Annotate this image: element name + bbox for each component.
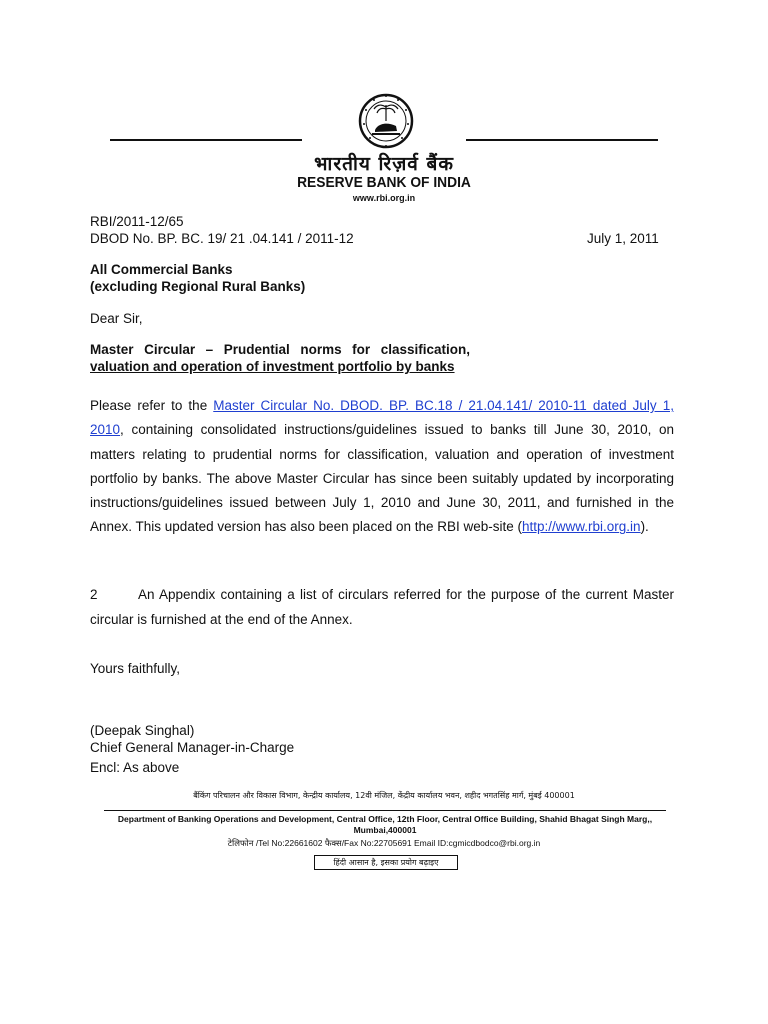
circular-number: RBI/2011-12/65 — [90, 214, 184, 229]
letterhead-left-rule — [110, 139, 302, 141]
p1-middle: , containing consolidated instructions/guidelines issued to banks till June 30, 2010, on matters relating to prudential norms for classification, valuation and operation of investment portfolio by banks. The above Master Circular has since been suitably updated by incorporating instructions/guidelines issued between July 1, 2010 and June 30, 2011, and furnished in the Annex. This updated version has also been placed on the RBI web-site ( — [90, 422, 674, 535]
p2-number: 2 — [90, 587, 98, 602]
rbi-website-link[interactable]: http://www.rbi.org.in — [522, 519, 641, 535]
signatory-name: (Deepak Singhal) — [90, 723, 195, 738]
footer-divider — [104, 810, 666, 811]
salutation: Dear Sir, — [90, 311, 143, 326]
bank-name-english: RESERVE BANK OF INDIA — [297, 174, 471, 191]
rbi-emblem — [358, 90, 414, 152]
subject-line-2: valuation and operation of investment portfolio by banks — [90, 359, 455, 374]
body-paragraph-2 — [90, 583, 674, 632]
bank-website: www.rbi.org.in — [352, 193, 416, 203]
footer-contact: टेलिफोन /Tel No:22661602 फैक्स/Fax No:22705691 Email ID:cgmicdbodco@rbi.org.in — [227, 838, 541, 848]
hindi-slogan-box: हिंदी आसान है, इसका प्रयोग बढ़ाइए — [314, 855, 458, 870]
dbod-number: DBOD No. BP. BC. 19/ 21 .04.141 / 2011-12 — [90, 231, 354, 246]
body-paragraph-1 — [90, 394, 674, 540]
p1-prefix: Please refer to the — [90, 398, 214, 413]
rbi-emblem-icon — [358, 90, 414, 152]
footer-address-english: Department of Banking Operations and Development, Central Office, 12th Floor, Central Office Building, Shahid Bhagat Singh Marg,, Mumbai,400001 — [117, 814, 653, 835]
p2-text: An Appendix containing a list of circulars referred for the purpose of the current Master circular is furnished at the end of the Annex. — [90, 587, 674, 627]
circular-date: July 1, 2011 — [587, 231, 659, 246]
footer-address-hindi: बैंकिंग परिचालन और विकास विभाग, केन्द्रीय कार्यालय, 12वी मंजिल, केंद्रीय कार्यालय भवन, शहीद भगतसिंह मार्ग, मुंबई 400001 — [193, 791, 575, 800]
signatory-title: Chief General Manager-in-Charge — [90, 740, 295, 755]
letterhead-right-rule — [466, 139, 658, 141]
addressee-line-2: (excluding Regional Rural Banks) — [90, 279, 306, 294]
subject-line-1: Master Circular – Prudential norms for classification, — [90, 342, 470, 357]
p1-suffix: ). — [640, 519, 649, 535]
addressee-line-1: All Commercial Banks — [90, 262, 233, 277]
closing: Yours faithfully, — [90, 661, 181, 676]
enclosure: Encl: As above — [90, 760, 180, 775]
subject — [90, 341, 470, 375]
bank-name-hindi: भारतीय रिज़र्व बैंक — [314, 153, 454, 175]
master-circular-link[interactable]: Master Circular No. DBOD. BP. BC.18 / 21.04.141/ 2010-11 dated July 1, 2010 — [90, 398, 674, 438]
